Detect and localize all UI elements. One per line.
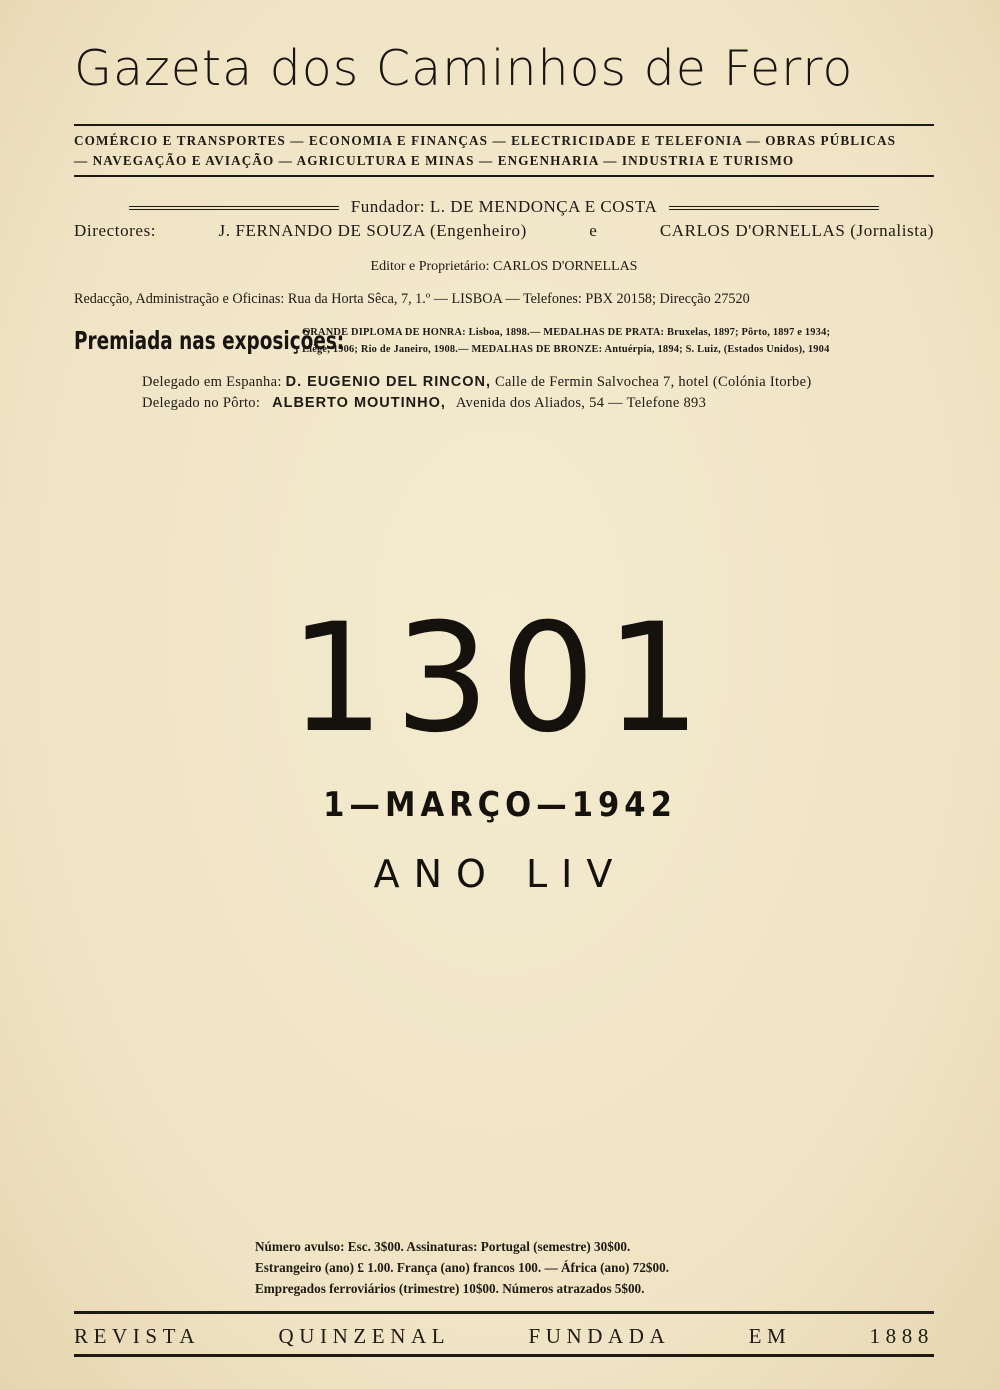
footer-tagline <box>74 1324 934 1349</box>
issue-number: 1301 <box>289 592 711 766</box>
top-rule-thick <box>74 124 934 126</box>
awards-title: Premiada nas exposições: <box>74 326 345 355</box>
directors-label: Directores: <box>74 221 157 240</box>
founder-text: Fundador: L. DE MENDONÇA E COSTA <box>350 197 658 216</box>
subscription-prices <box>255 1236 669 1299</box>
awards-line-2: Liège, 1906; Rio de Janeiro, 1908.— MEDALHAS DE BRONZE: Antuérpia, 1894; S. Luiz, (Estados Unidos), 1904 <box>302 344 830 355</box>
footer-word-4: EM <box>748 1324 792 1348</box>
sections-line-1: COMÉRCIO E TRANSPORTES — ECONOMIA E FINANÇAS — ELECTRICIDADE E TELEFONIA — OBRAS PÚBLICAS <box>74 133 897 148</box>
footer-word-2: QUINZENAL <box>278 1324 451 1348</box>
delegate-porto-label: Delegado no Pôrto: <box>142 395 261 411</box>
footer-word-1: REVISTA <box>74 1324 201 1348</box>
director-1: J. FERNANDO DE SOUZA (Engenheiro) <box>218 221 527 240</box>
directors-line <box>74 221 934 241</box>
founder-left-rule <box>129 206 339 210</box>
footer-word-5: 1888 <box>869 1324 934 1348</box>
founder-right-rule <box>669 206 879 210</box>
delegate-spain-label: Delegado em Espanha: <box>142 374 282 390</box>
masthead-title: Gazeta dos Caminhos de Ferro <box>74 40 854 97</box>
footer-word-3: FUNDADA <box>528 1324 671 1348</box>
prices-line-3: Empregados ferroviários (trimestre) 10$00. Números atrazados 5$00. <box>255 1281 645 1296</box>
issue-date: 1—MARÇO—1942 <box>323 785 677 825</box>
delegate-spain-address: Calle de Fermin Salvochea 7, hotel (Colónia Itorbe) <box>494 374 812 390</box>
awards-line-1: GRANDE DIPLOMA DE HONRA: Lisboa, 1898.— MEDALHAS DE PRATA: Bruxelas, 1897; Pôrto, 1897 e 1934; <box>302 327 831 338</box>
issue-year: ANO LIV <box>373 852 627 896</box>
founder-line <box>74 197 934 217</box>
delegate-spain-name: D. EUGENIO DEL RINCON, <box>285 374 492 390</box>
delegate-porto-name: ALBERTO MOUTINHO, <box>272 395 446 411</box>
delegate-porto-address: Avenida dos Aliados, 54 — Telefone 893 <box>455 395 707 411</box>
sections-bottom-rule <box>74 175 934 177</box>
director-2: CARLOS D'ORNELLAS (Jornalista) <box>659 221 934 240</box>
delegate-porto <box>142 395 706 412</box>
prices-line-2: Estrangeiro (ano) £ 1.00. França (ano) francos 100. — África (ano) 72$00. <box>255 1260 670 1275</box>
address-line: Redacção, Administração e Oficinas: Rua da Horta Sêca, 7, 1.º — LISBOA — Telefones: PBX 20158; Direcção 27520 <box>74 291 750 307</box>
editor-line: Editor e Proprietário: CARLOS D'ORNELLAS <box>370 259 638 274</box>
directors-conjunction: e <box>589 221 598 240</box>
footer-top-rule <box>74 1311 934 1314</box>
prices-line-1: Número avulso: Esc. 3$00. Assinaturas: Portugal (semestre) 30$00. <box>255 1239 631 1254</box>
footer-bottom-rule <box>74 1354 934 1357</box>
delegate-spain <box>142 374 811 391</box>
sections-line-2: — NAVEGAÇÃO E AVIAÇÃO — AGRICULTURA E MINAS — ENGENHARIA — INDUSTRIA E TURISMO <box>74 153 795 168</box>
